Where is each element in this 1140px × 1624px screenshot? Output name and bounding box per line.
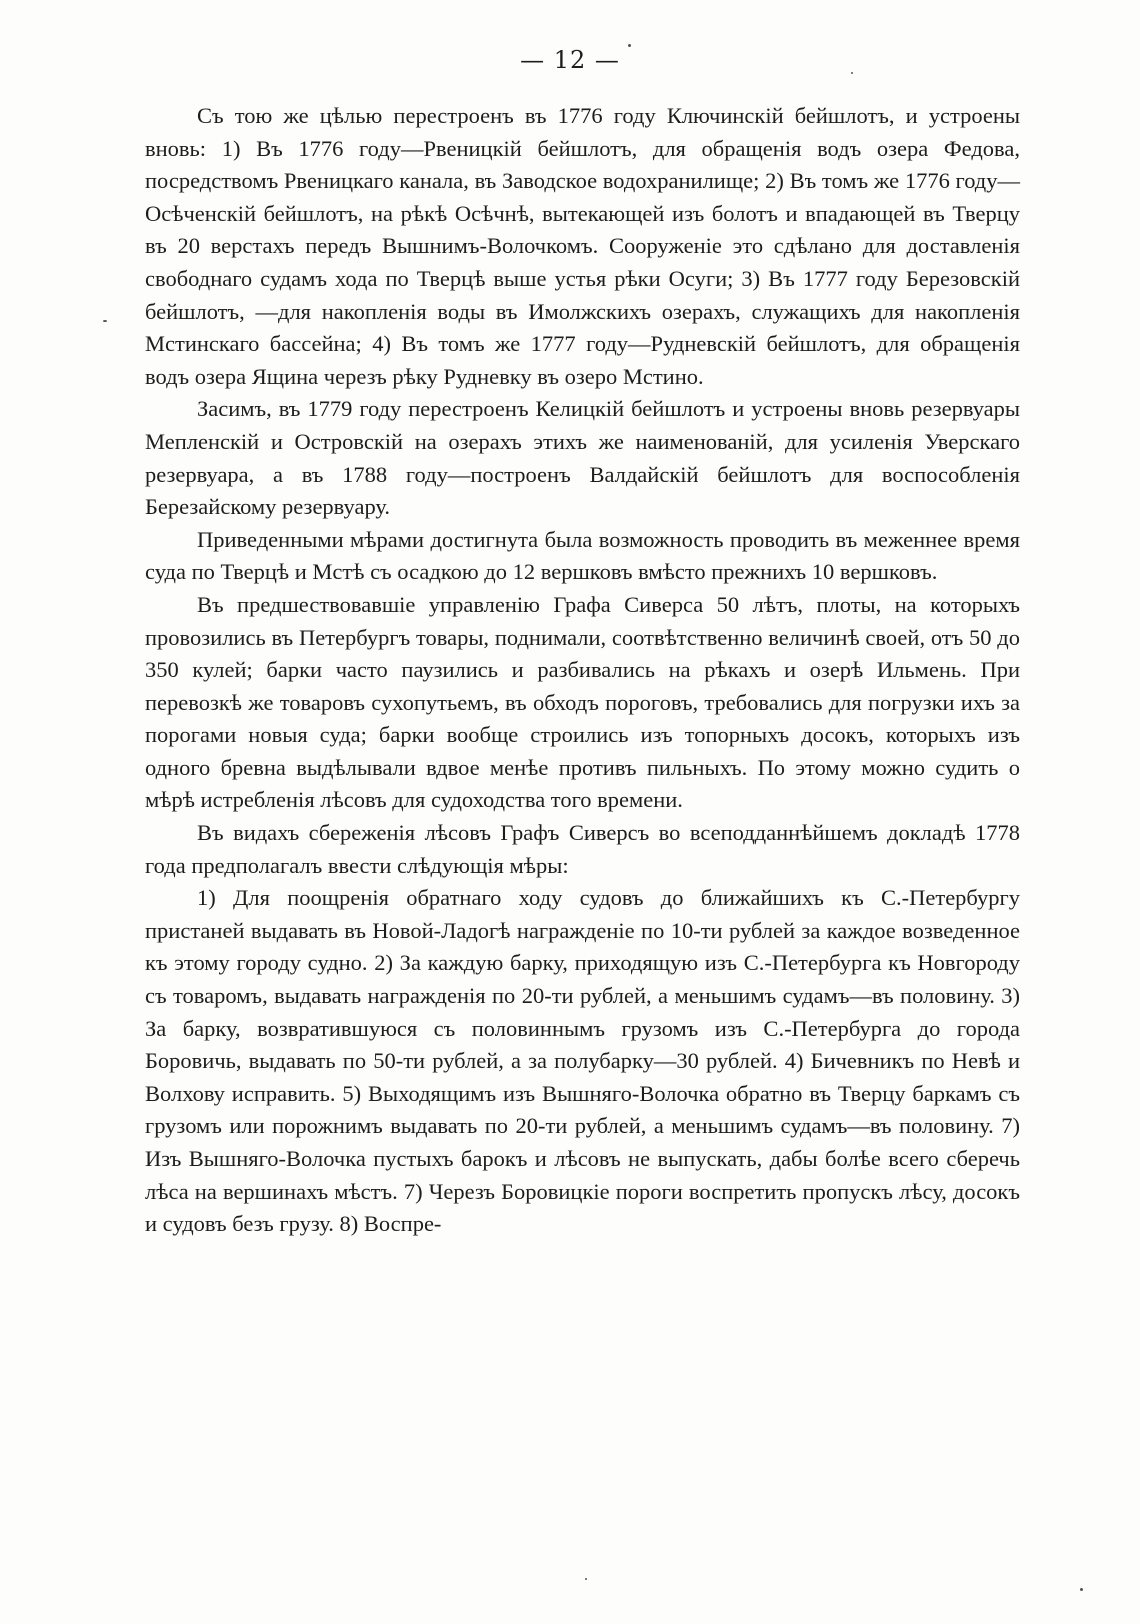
paragraph-3: Приведенными мѣрами достигнута была возможность проводить въ меженнее время суда по Тверцѣ и Мстѣ съ осадкою до 12 вершковъ вмѣсто прежнихъ 10 вершковъ. <box>145 526 1020 585</box>
paragraph-6: 1) Для поощренія обратнаго ходу судовъ до ближайшихъ къ С.-Петербургу пристаней выдавать въ Новой-Ладогѣ награжденіе по 10-ти рублей за каждое возведенное къ этому городу судно. 2) За каждую барку, приходящую изъ С.-Петербурга къ Новгороду съ товаромъ, выдавать награжденія по 20-ти рублей, а меньшимъ судамъ—въ половину. 3) За барку, возвратившуюся съ половиннымъ грузомъ изъ С.-Петербурга до города Боровичь, выдавать по 50-ти рублей, а за полубарку—30 рублей. 4) Бичевникъ по Невѣ и Волхову исправить. 5) Выходящимъ изъ Вышняго-Волочка обратно въ Тверцу баркамъ съ грузомъ или порожнимъ выдавать по 20-ти рублей, а меньшимъ судамъ—въ половину. 7) Изъ Вышняго-Волочка пустыхъ барокъ и лѣсовъ не выпускать, дабы болѣе всего сберечь лѣса на вершинахъ мѣстъ. 7) Черезъ Боровицкіе пороги воспретить пропускъ лѣсу, досокъ и судовъ безъ грузу. 8) Воспре- <box>145 885 1020 1237</box>
page-number: — 12 — <box>520 46 620 74</box>
paragraph-1: Съ тою же цѣлью перестроенъ въ 1776 году Ключинскій бейшлотъ, и устроены вновь: 1) Въ 1776 году—Рвеницкій бейшлотъ, для обращенія водъ озера Федова, посредствомъ Рвеницкаго канала, въ Заводское водохранилище; 2) Въ томъ же 1776 году—Осѣченскій бейшлотъ, на рѣкѣ Осѣчнѣ, вытекающей изъ болотъ и впадающей въ Тверцу въ 20 верстахъ передъ Вышнимъ-Волочкомъ. Сооруженіе это сдѣлано для доставленія свободнаго судамъ хода по Тверцѣ выше устья рѣки Осуги; 3) Въ 1777 году Березовскій бейшлотъ, —для накопленія воды въ Имолжскихъ озерахъ, служащихъ для накопленія Мстинскаго бассейна; 4) Въ томъ же 1777 году—Рудневскій бейшлотъ, для обращенія водъ озера Ящина черезъ рѣку Рудневку въ озеро Мстино. <box>145 103 1020 389</box>
scan-speck <box>585 1578 587 1580</box>
scan-speck <box>628 44 631 47</box>
paragraph-5: Въ видахъ сбереженія лѣсовъ Графъ Сиверсъ во всеподданнѣйшемъ докладѣ 1778 года предполагалъ ввести слѣдующія мѣры: <box>145 820 1020 878</box>
scan-speck <box>1080 1588 1083 1591</box>
scan-speck <box>851 72 853 74</box>
paragraph-4: Въ предшествовавшіе управленію Графа Сиверса 50 лѣтъ, плоты, на которыхъ провозились въ Петербургъ товары, поднимали, соотвѣтственно величинѣ своей, отъ 50 до 350 кулей; барки часто паузились и разбивались на рѣкахъ и озерѣ Ильмень. При перевозкѣ же товаровъ сухопутьемъ, въ обходъ пороговъ, требовались для погрузки ихъ за порогами новыя суда; барки вообще строились изъ топорныхъ досокъ, которыхъ изъ одного бревна выдѣлывали вдвое менѣе противъ пильныхъ. По этому можно судить о мѣрѣ истребленія лѣсовъ для судоходства того времени. <box>145 591 1020 813</box>
scan-speck <box>103 320 107 322</box>
paragraph-2: Засимъ, въ 1779 году перестроенъ Келицкій бейшлотъ и устроены вновь резервуары Мепленскій и Островскій на озерахъ этихъ же наименованій, для усиленія Уверскаго резервуара, а въ 1788 году—построенъ Валдайскій бейшлотъ для воспособленія Березайскому резервуару. <box>145 396 1020 520</box>
body-text <box>145 100 1020 1241</box>
